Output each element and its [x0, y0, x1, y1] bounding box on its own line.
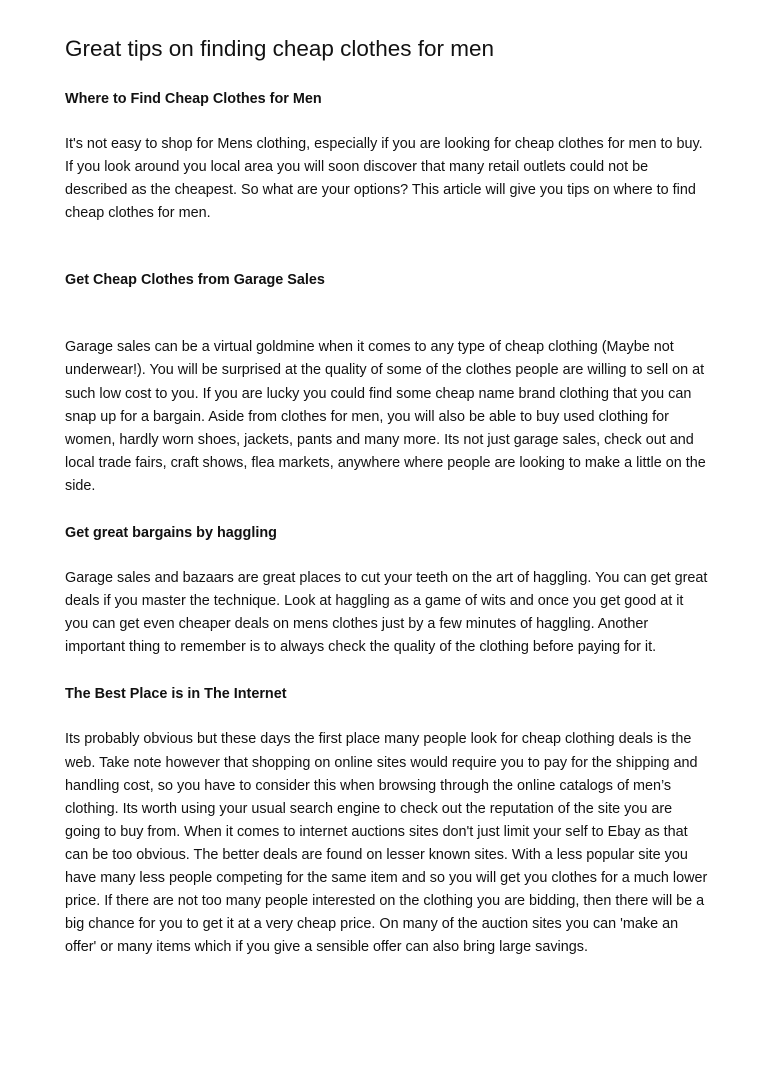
section-body-internet: Its probably obvious but these days the first place many people look for cheap clothing deals is the web. Take note however that shopping on online sites would require you to pay for the shipping and handling cost, so you have to consider this when browsing through the online catalogs of men’s clothing. Its worth using your usual search engine to check out the reputation of the site you are going to buy from. When it comes to internet auctions sites don't just limit your self to Ebay as that can be too obvious. The better deals are found on lesser known sites. With a less popular site you have many less people competing for the same item and so you will get you clothes for a much lower price. If there are not too many people interested on the clothing you are bidding, then there will be a big chance for you to get it at a very cheap price. On many of the auction sites you can 'make an offer' or many items which if you give a sensible offer can also bring large savings.	[65, 731, 708, 956]
section-body-haggling: Garage sales and bazaars are great places to cut your teeth on the art of haggling. You can get great deals if you master the technique. Look at haggling as a game of wits and once you get good at it you can get even cheaper deals on mens clothes just by a few minutes of haggling. Another important thing to remember is to always check the quality of the clothing before paying for it.	[65, 570, 708, 656]
section-heading-garage-sales: Get Cheap Clothes from Garage Sales	[65, 272, 325, 289]
section-body-garage-sales: Garage sales can be a virtual goldmine when it comes to any type of cheap clothing (Maybe not underwear!). You will be surprised at the quality of some of the clothes people are willing to sell on at such low cost to you. If you are lucky you could find some cheap name brand clothing that you can snap up for a bargain. Aside from clothes for men, you will also be able to buy used clothing for women, hardly worn shoes, jackets, pants and many more. Its not just garage sales, check out and local trade fairs, craft shows, flea markets, anywhere where people are looking to make a little on the side.	[65, 339, 706, 494]
document-title: Great tips on finding cheap clothes for men	[65, 36, 494, 61]
section-heading-haggling: Get great bargains by haggling	[65, 525, 277, 542]
section-heading-internet: The Best Place is in The Internet	[65, 686, 287, 703]
section-body-where-to-find: It's not easy to shop for Mens clothing, especially if you are looking for cheap clothes for men to buy. If you look around you local area you will soon discover that many retail outlets could not be described as the cheapest. So what are your options? This article will give you tips on where to find cheap clothes for men.	[65, 136, 703, 222]
section-heading-where-to-find: Where to Find Cheap Clothes for Men	[65, 91, 322, 107]
